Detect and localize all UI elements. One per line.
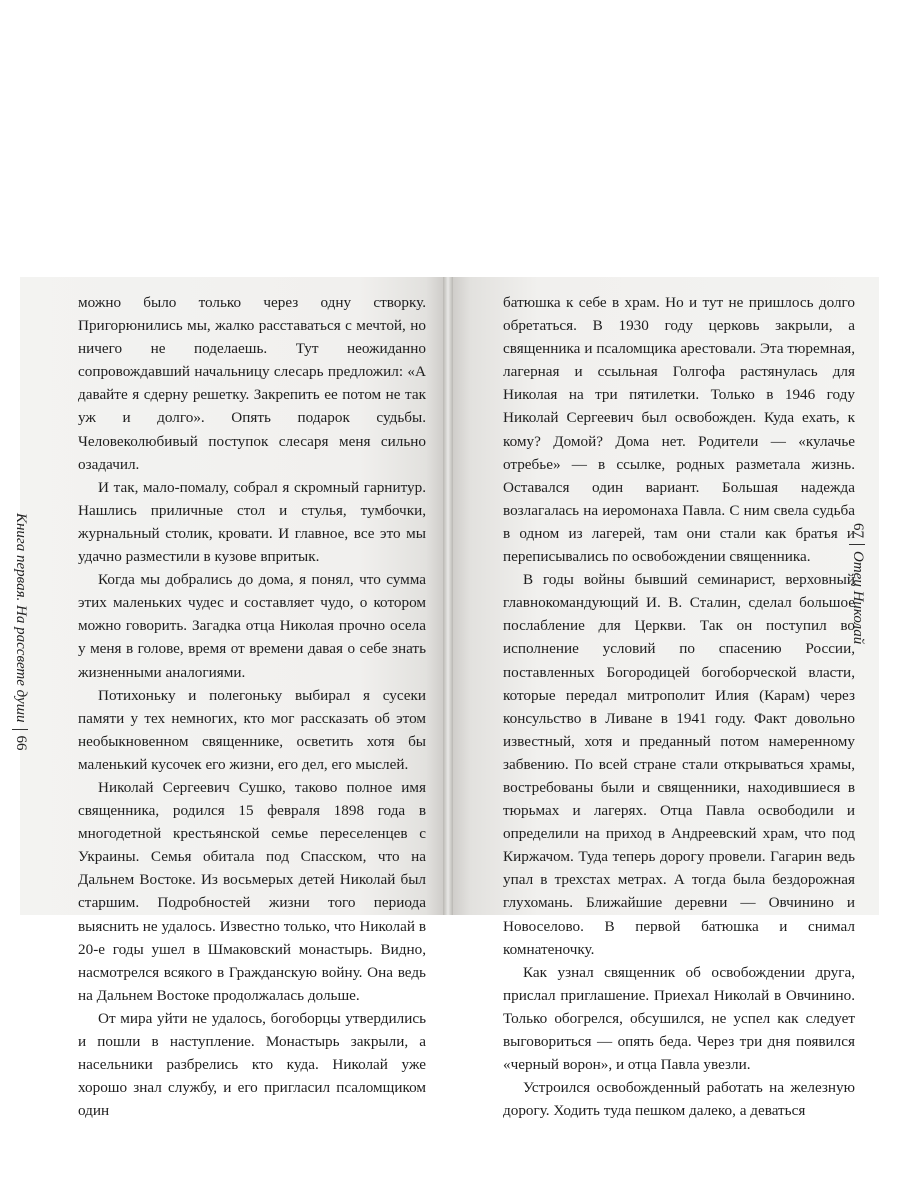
paragraph: Как узнал священник об освобождении друга, прислал приглашение. Приехал Николай в Овчинино. Только обогрелся, обсушился, не успел как следует выговориться — опять беда. Через три дня появился «черный ворон», и отца Павла увезли. bbox=[503, 963, 855, 1074]
right-page bbox=[453, 277, 879, 1120]
running-head-divider bbox=[13, 729, 29, 730]
paragraph: Николай Сергеевич Сушко, таково полное имя священника, родился 15 февраля 1898 года в многодетной крестьянской семье переселенцев с Украины. Семья обитала под Спасском, что на Дальнем Востоке. Из восьмерых детей Николай был старшим. Подробностей жизни того периода выяснить не удалось. Известно только, что Николай в 20-е годы ушел в Шмаковский монастырь. Видно, насмотрелся всякого в Гражданскую войну. Она ведь на Дальнем Востоке продолжалась дольше. bbox=[78, 778, 426, 1004]
paragraph: От мира уйти не удалось, богоборцы утвердились и пошли в наступление. Монастырь закрыли, а насельники разбрелись кто куда. Николай уже хорошо знал службу, и его пригласил псаломщиком один bbox=[78, 1009, 426, 1120]
left-page-text bbox=[78, 291, 426, 1122]
left-page bbox=[13, 277, 443, 1120]
left-running-title: Книга первая. На рассвете души bbox=[13, 513, 29, 723]
left-page-number: 66 bbox=[13, 735, 29, 751]
left-running-head bbox=[12, 513, 29, 1113]
paragraph: Когда мы добрались до дома, я понял, что сумма этих маленьких чудес и составляет чудо, о котором можно говорить. Загадка отца Николая прочно осела у меня в голове, время от времени давая о себе знать жизненными аналогиями. bbox=[78, 571, 426, 681]
paragraph: Потихоньку и полегоньку выбирал я сусеки памяти у тех немногих, кто мог рассказать об этом необыкновенном священнике, осветить хотя бы маленький кусочек его жизни, его дел, его мыслей. bbox=[78, 686, 426, 773]
right-page-number: 67 bbox=[850, 523, 866, 538]
book-spread bbox=[13, 277, 879, 1120]
paragraph: И так, мало-помалу, собрал я скромный гарнитур. Нашлись приличные стол и стулья, тумбочки, журнальный столик, кровати. И главное, все это мы удачно разместили в кузове впритык. bbox=[78, 478, 426, 566]
right-page-text bbox=[503, 291, 855, 1122]
right-running-title: Отец Николай bbox=[850, 551, 866, 645]
book-gutter bbox=[443, 277, 453, 915]
paragraph: Устроился освобожденный работать на железную дорогу. Ходить туда пешком далеко, а деваться bbox=[503, 1079, 855, 1120]
paragraph: можно было только через одну створку. Пригорюнились мы, жалко расставаться с мечтой, но ничего не поделаешь. Тут неожиданно сопровождавший начальницу слесарь предложил: «А давайте я сдерну решетку. Закрепить ее потом не так уж и долго». Опять подарок судьбы. Человеколюбивый поступок слесаря меня сильно озадачил. bbox=[78, 294, 426, 473]
paragraph: батюшка к себе в храм. Но и тут не пришлось долго обретаться. В 1930 году церковь закрыли, а священника и псаломщика арестовали. Эта тюремная, лагерная и ссыльная Голгофа растянулась для Николая на три пятилетки. Только в 1946 году Николай Сергеевич был освобожден. Куда ехать, к кому? Домой? Дома нет. Родители — «кулачье отребье» — в ссылке, родных разметала жизнь. Оставался один вариант. Большая надежда возлагалась на иеромонаха Павла. С ним свела судьба в одном из лагерей, там они стали как братья и переписывались по освобождении священника. bbox=[503, 294, 855, 566]
paragraph: В годы войны бывший семинарист, верховный главнокомандующий И. В. Сталин, сделал большое послабление для Церкви. Так он поступил во исполнение условий по спасению России, поставленных Богородицей богоборческой власти, которые передал митрополит Илия (Карам) через консульство в Ливане в 1941 году. Факт довольно известный, хотя и преданный потом намеренному забвению. По всей стране стали открываться храмы, востребованы были и священники, находившиеся в тюрьмах и лагерях. Отца Павла освободили и определили на приход в Андреевский храм, что под Киржачом. Туда теперь дорогу провели. Гагарин ведь упал в трехстах метрах. А тогда была бездорожная глухомань. Ближайшие деревни — Овчинино и Новоселово. В первой батюшка и снимал комнатеночку. bbox=[503, 571, 855, 958]
